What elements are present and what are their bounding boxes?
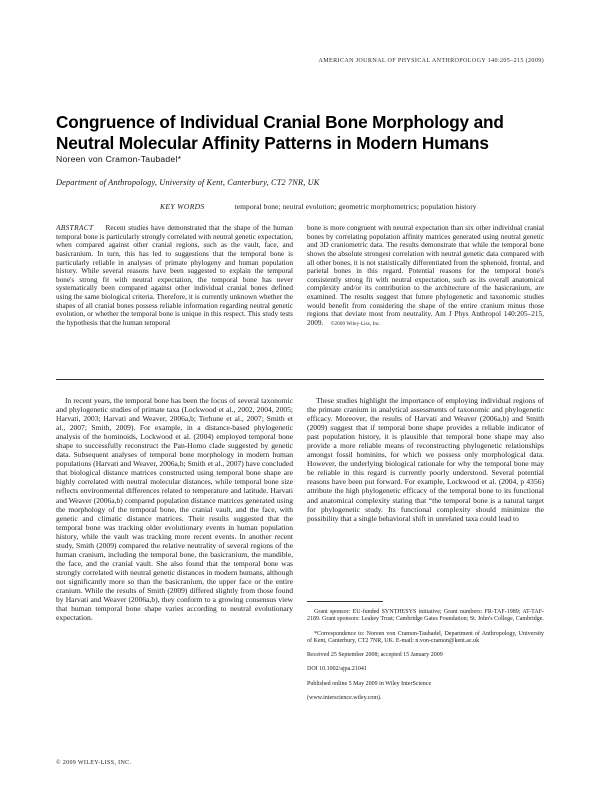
running-head: AMERICAN JOURNAL OF PHYSICAL ANTHROPOLOGY 140:205–215 (2009) <box>318 58 544 64</box>
received-accepted-dates: Received 25 September 2008; accepted 15 January 2009 <box>307 652 443 659</box>
keywords-line <box>56 202 548 211</box>
abstract-column-right <box>307 224 544 329</box>
page-title: Congruence of Individual Cranial Bone Morphology and Neutral Molecular Affinity Patterns in Modern Humans <box>56 111 504 154</box>
footnote-block <box>307 601 544 702</box>
abstract-text-left: Recent studies have demonstrated that the shape of the human temporal bone is particularly strongly correlated with neutral genetic expectation, when compared against other cranial regions, such as the vault, face, and basicranium. In turn, this has led to suggestions that the temporal bone is particularly reliable in analyses of primate phylogeny and human population history. While several reasons have been suggested to explain the temporal bone's strong fit with neutral expectation, the temporal bone has never systematically been compared against other individual cranial bones defined using the same biological criteria. Therefore, it is currently unknown whether the shapes of all cranial bones possess reliable information regarding neutral genetic evolution, or whether the temporal bone is unique in this respect. This study tests the hypothesis that the human temporal <box>56 224 293 327</box>
abstract-divider <box>56 379 544 380</box>
abstract-column-left <box>56 224 293 329</box>
correspondence-note: *Correspondence to: Noreen von Cramon-Taubadel, Department of Anthropology, University of Kent, Canterbury, CT2 7NR, UK. E-mail: n.von-cramon@kent.ac.uk <box>307 630 544 644</box>
published-online-line: Published online 5 May 2009 in Wiley InterScience <box>307 680 432 687</box>
keywords-label: KEY WORDS <box>160 202 205 211</box>
keywords-terms: temporal bone; neutral evolution; geometric morphometrics; population history <box>234 202 477 211</box>
body-columns <box>56 396 544 622</box>
author-list: Noreen von Cramon-Taubadel* <box>56 154 182 164</box>
footnote-divider <box>307 601 383 602</box>
body-paragraph-right: These studies highlight the importance of employing individual regions of the primate cranium in analytical assessments of taxonomic and phylogenetic efficacy. Moreover, the results of Harvati and Weaver (2006a,b) and Smith (2009) suggest that if temporal bone shape provides a reliable indicator of past population history, it is plausible that temporal bone shape may also provide a more reliable means of reconstructing phylogenetic relationships amongst fossil hominins, for which we possess only morphological data. However, the underlying biological rationale for why the temporal bone may be reliable in this regard is currently poorly understood. Several potential reasons have been put forward. For example, Lockwood et al. (2004, p 4356) attribute the high phylogenetic efficacy of the temporal bone to its functional and anatomical complexity stating that “the temporal bone is a natural target for phylogenetic study. Its functional complexity should minimize the possibility that a single behavioral shift in unrelated taxa could lead to <box>307 396 544 523</box>
body-paragraph-left: In recent years, the temporal bone has been the focus of several taxonomic and phylogenetic studies of primate taxa (Lockwood et al., 2002, 2004, 2005; Harvati, 2003; Harvati and Weaver, 2006a,b; Terhune et al., 2007; Smith et al., 2007; Smith, 2009). For example, in a distance-based phylogenetic analysis of the hominoids, Lockwood et al. (2004) employed temporal bone shape to successfully reconstruct the Pan-Homo clade suggested by genetic data. Subsequent analyses of temporal bone morphology in modern human populations (Harvati and Weaver, 2006a,b; Smith et al., 2007) have concluded that biological distance matrices constructed using temporal bone shape are highly correlated with neutral molecular distances, while temporal bone size reflects environmental differences related to temperature and latitude. Harvati and Weaver (2006a,b) compared population distance matrices generated using the morphology of the temporal bone, the cranial vault, and the face, with genetic and climatic distance matrices. Their results suggested that the temporal bone was tracking older evolutionary events in human population history, while the vault was tracking more recent events. In another recent study, Smith (2009) compared the relative neutrality of several regions of the human cranium, including the temporal bone, the basicranium, the mandible, the face, and the cranial vault. She also found that the temporal bone was strongly correlated with neutral genetic distances in modern humans, although not significantly more so than the basicranium, the upper face or the entire cranium. While the results of Smith (2009) differed slightly from those found by Harvati and Weaver (2006a,b), they conform to a growing consensus view that human temporal bone shape varies according to neutral evolutionary expectation. <box>56 396 293 623</box>
body-column-left <box>56 396 293 622</box>
abstract-text-right: bone is more congruent with neutral expectation than six other individual cranial bones by correlating population affinity matrices generated using neutral genetic and 3D craniometric data. The results demonstrate that while the temporal bone shows the absolute strongest correlation with neutral genetic data compared with all other bones, it is not statistically differentiated from the sphenoid, frontal, and parietal bones in this regard. Potential reasons for the temporal bone's consistently strong fit with neutral expectation, such as its overall anatomical complexity and/or its contribution to the architecture of the basicranium, are examined. The results suggest that future phylogenetic and taxonomic studies would benefit from considering the shape of the entire cranium minus those regions that deviate most from neutrality. Am J Phys Anthropol 140:205–215, 2009. <box>307 224 544 327</box>
author-affiliation: Department of Anthropology, University of Kent, Canterbury, CT2 7NR, UK <box>56 178 320 187</box>
publisher-website: (www.interscience.wiley.com). <box>307 695 382 702</box>
abstract-label: ABSTRACT <box>56 224 94 232</box>
doi-line: DOI 10.1002/ajpa.21041 <box>307 666 367 673</box>
grant-note: Grant sponsor: EU-funded SYNTHESYS initiative; Grant numbers: FR-TAF-1989; AT-TAF-2189. Grant sponsors: Leakey Trust; Cambridge Gates Foundation; St. John's College, Cambridge. <box>307 609 544 623</box>
abstract-block <box>56 224 544 329</box>
abstract-copyright: ©2009 Wiley-Liss, Inc. <box>330 320 381 327</box>
page-copyright: © 2009 WILEY-LISS, INC. <box>56 760 132 766</box>
body-column-right <box>307 396 544 622</box>
